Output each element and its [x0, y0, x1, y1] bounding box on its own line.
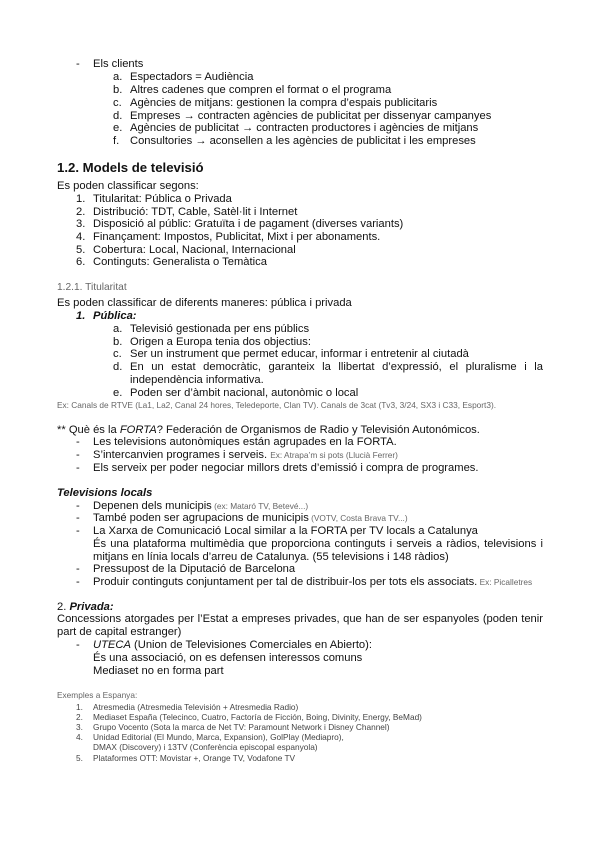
bullet-dash: -: [76, 525, 80, 537]
forta-name: FORTA: [119, 424, 157, 436]
list-item: Consultories → aconsellen a les agències de publicitat i les empreses: [130, 135, 476, 147]
publica-label: Pública:: [93, 310, 137, 322]
list-item: Titularitat: Pública o Privada: [93, 193, 232, 205]
list-marker: a.: [113, 71, 123, 83]
list-item: Agències de mitjans: gestionen la compra d’espais publicitaris: [130, 97, 438, 109]
list-marker: 3.: [76, 722, 83, 732]
bullet-dash: -: [76, 58, 80, 70]
list-marker: d.: [113, 110, 123, 122]
bullet-dash: -: [76, 500, 80, 512]
list-item: Els serveix per poder negociar millors drets d’emissió i compra de programes.: [93, 462, 479, 474]
example-item: Unidad Editorial (El Mundo, Marca, Expansion), GolPlay (Mediapro),: [93, 732, 344, 742]
example-item: Grupo Vocento (Sota la marca de Net TV: Paramount Network i Disney Channel): [93, 722, 390, 732]
privada-marker: 2.: [57, 601, 67, 613]
examples-title: Exemples a Espanya:: [57, 690, 138, 700]
list-item-note: (VOTV, Costa Brava TV...): [308, 513, 408, 523]
bullet-dash: -: [76, 576, 80, 588]
list-item: [93, 512, 408, 524]
list-item: Origen a Europa tenia dos objectius:: [130, 336, 311, 348]
list-item: Agències de publicitat → contracten productores i agències de mitjans: [130, 122, 479, 134]
list-marker: 1.: [76, 702, 83, 712]
list-item: Disposició al públic: Gratuïta i de pagament (diverses variants): [93, 218, 404, 230]
example-item: Plataformes OTT: Movistar +, Orange TV, Vodafone TV: [93, 753, 296, 763]
section-intro: Es poden classificar segons:: [57, 180, 199, 192]
list-marker: c.: [113, 348, 122, 360]
list-marker: f.: [113, 135, 120, 147]
list-item: Televisió gestionada per ens públics: [130, 323, 310, 335]
list-marker: 1.: [76, 310, 86, 322]
list-item-note: (ex: Mataró TV, Betevé...): [211, 501, 309, 511]
bullet-dash: -: [76, 639, 80, 651]
list-marker: d.: [113, 361, 123, 373]
privada-heading: [57, 601, 114, 613]
list-item: Distribució: TDT, Cable, Satèl·lit i Internet: [93, 206, 298, 218]
list-item: [93, 500, 308, 512]
list-item: Espectadors = Audiència: [130, 71, 254, 83]
uteca-detail: És una associació, on es defensen interessos comuns: [93, 652, 363, 664]
forta-suffix: ? Federación de Organismos de Radio y Televisión Autonómicos.: [156, 424, 480, 436]
list-marker: 1.: [76, 193, 86, 205]
list-marker: a.: [113, 323, 123, 335]
subsection-heading: 1.2.1. Titularitat: [57, 282, 127, 293]
list-item: Cobertura: Local, Nacional, Internacional: [93, 244, 296, 256]
list-marker: 6.: [76, 256, 86, 268]
list-item-note: Ex: Atrapa’m si pots (Llucià Ferrer): [270, 450, 398, 460]
list-marker: 5.: [76, 753, 83, 763]
uteca-line: [93, 639, 372, 651]
forta-question: [57, 424, 480, 436]
list-item-note: Ex: Picalletres: [477, 577, 533, 587]
uteca-name: UTECA: [93, 639, 131, 651]
list-marker: b.: [113, 336, 123, 348]
list-item: [93, 576, 532, 588]
list-marker: c.: [113, 97, 122, 109]
list-marker: 2.: [76, 206, 86, 218]
list-item: En un estat democràtic, garanteix la llibertat d’expressió, el pluralisme i la independència informativa.: [130, 361, 543, 386]
section-heading: 1.2. Models de televisió: [57, 160, 204, 175]
list-marker: e.: [113, 122, 123, 134]
list-item: Continguts: Generalista o Temàtica: [93, 256, 267, 268]
bullet-dash: -: [76, 462, 80, 474]
example-item: Atresmedia (Atresmedia Televisión + Atresmedia Radio): [93, 702, 299, 712]
example-item: DMAX (Discovery) i 13TV (Conferència episcopal espanyola): [93, 742, 318, 752]
example-item: Mediaset España (Telecinco, Cuatro, Factoría de Ficción, Boing, Divinity, Energy, BeMad): [93, 712, 422, 722]
list-item: Altres cadenes que compren el format o el programa: [130, 84, 392, 96]
bullet-dash: -: [76, 436, 80, 448]
list-marker: 3.: [76, 218, 86, 230]
list-item: Empreses → contracten agències de publicitat per dissenyar campanyes: [130, 110, 492, 122]
clients-title: Els clients: [93, 58, 144, 70]
list-marker: e.: [113, 387, 123, 399]
uteca-detail: Mediaset no en forma part: [93, 665, 224, 677]
list-item-text: Produir continguts conjuntament per tal de distribuir-los per tots els associats.: [93, 576, 478, 588]
list-item: Poden ser d’àmbit nacional, autonòmic o local: [130, 387, 359, 399]
list-marker: 4.: [76, 231, 86, 243]
uteca-rest: (Union de Televisiones Comerciales en Abierto):: [130, 639, 372, 651]
list-item-text: Depenen dels municipis: [93, 500, 212, 512]
list-item: Pressupost de la Diputació de Barcelona: [93, 563, 296, 575]
list-item-text: També poden ser agrupacions de municipis: [93, 512, 309, 524]
list-item: La Xarxa de Comunicació Local similar a la FORTA per TV locals a Catalunya: [93, 525, 478, 537]
bullet-dash: -: [76, 512, 80, 524]
list-item-text: S’intercanvien programes i serveis.: [93, 449, 268, 461]
bullet-dash: -: [76, 449, 80, 461]
forta-prefix: ** Què és la: [57, 424, 120, 436]
list-marker: 4.: [76, 732, 83, 742]
list-item: [93, 449, 398, 461]
privada-intro: Concessions atorgades per l’Estat a empreses privades, que han de ser espanyoles (poden tenir part de capital estranger): [57, 613, 543, 638]
list-marker: 2.: [76, 712, 83, 722]
bullet-dash: -: [76, 563, 80, 575]
subsection-intro: Es poden classificar de diferents maneres: pública i privada: [57, 297, 352, 309]
list-item: Finançament: Impostos, Publicitat, Mixt i per abonaments.: [93, 231, 381, 243]
list-marker: 5.: [76, 244, 86, 256]
publica-example: Ex: Canals de RTVE (La1, La2, Canal 24 hores, Teledeporte, Clan TV). Canals de 3cat (Tv3, 3/24, SX3 i C33, Esport3).: [57, 400, 497, 410]
list-item: Les televisions autonòmiques están agrupades en la FORTA.: [93, 436, 397, 448]
list-marker: b.: [113, 84, 123, 96]
privada-label: Privada:: [69, 601, 114, 613]
list-item: És una plataforma multimèdia que proporciona continguts i serveis a ràdios, televisions i mitjans en línia locals d’arreu de Catalunya. (55 televisions i 148 ràdios): [93, 538, 543, 563]
list-item: Ser un instrument que permet educar, informar i entretenir al ciutadà: [130, 348, 469, 360]
locals-heading: Televisions locals: [57, 487, 153, 499]
